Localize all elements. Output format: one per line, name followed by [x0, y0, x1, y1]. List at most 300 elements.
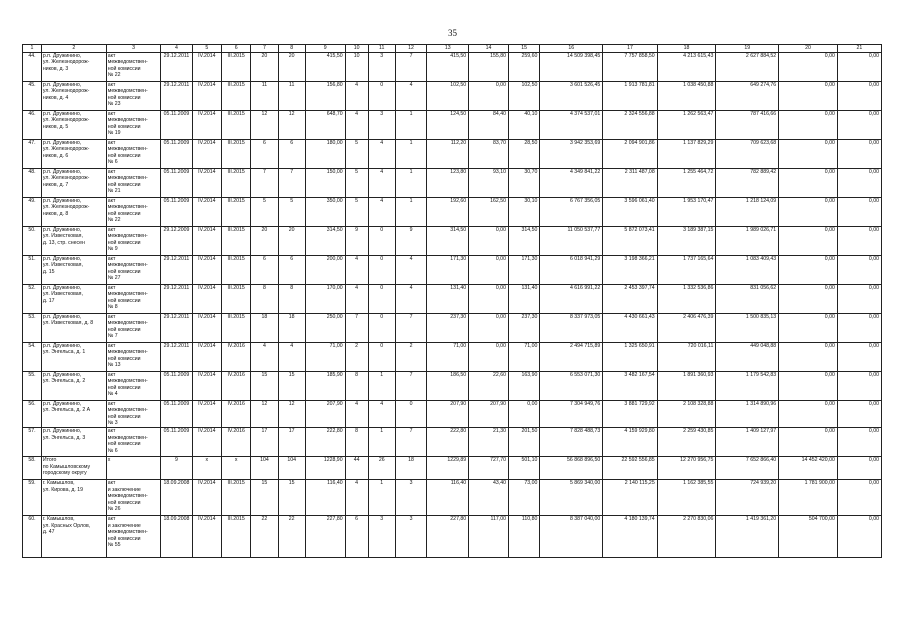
- table-cell: 709 623,68: [716, 139, 779, 168]
- header-cell: 18: [657, 45, 716, 53]
- table-cell: 9: [161, 456, 192, 479]
- table-cell: 11: [278, 81, 305, 110]
- table-cell: 0,00: [469, 81, 509, 110]
- table-cell: 0,00: [837, 168, 881, 197]
- header-cell: 2: [41, 45, 106, 53]
- header-cell: 9: [305, 45, 345, 53]
- table-cell: 2 311 487,08: [603, 168, 657, 197]
- table-cell: 58.: [23, 456, 42, 479]
- table-cell: 3: [395, 515, 426, 557]
- table-cell: 29.12.2011: [161, 255, 192, 284]
- header-cell: 19: [716, 45, 779, 53]
- table-cell: р.п. Дружинино, ул. Энгельса, д. 3: [41, 427, 106, 456]
- table-cell: 6 018 941,29: [540, 255, 603, 284]
- table-cell: 649 274,76: [716, 81, 779, 110]
- table-cell: 831 056,62: [716, 284, 779, 313]
- table-cell: х: [106, 456, 160, 479]
- table-cell: г. Камышлов, ул. Кирова, д. 19: [41, 479, 106, 515]
- table-cell: 171,30: [508, 255, 539, 284]
- table-cell: 4 374 537,01: [540, 110, 603, 139]
- table-cell: 4: [345, 479, 368, 515]
- table-cell: 0,00: [837, 400, 881, 427]
- table-cell: 1 500 835,13: [716, 313, 779, 342]
- table-cell: 1: [395, 197, 426, 226]
- table-cell: 415,50: [427, 52, 469, 81]
- table-cell: 7: [395, 371, 426, 400]
- table-cell: 0,00: [837, 52, 881, 81]
- table-cell: 314,50: [305, 226, 345, 255]
- table-cell: 237,30: [427, 313, 469, 342]
- table-cell: 1: [395, 110, 426, 139]
- table-cell: 05.11.2009: [161, 139, 192, 168]
- table-cell: 4: [368, 139, 395, 168]
- table-cell: 5: [345, 197, 368, 226]
- table-cell: 12: [278, 110, 305, 139]
- table-cell: р.п. Дружинино, ул. Энгельса, д. 1: [41, 342, 106, 371]
- table-cell: 20: [251, 52, 278, 81]
- table-row: [23, 255, 882, 284]
- table-cell: 9: [395, 226, 426, 255]
- table-cell: 1 419 361,20: [716, 515, 779, 557]
- table-cell: 55.: [23, 371, 42, 400]
- table-cell: 2 259 430,85: [657, 427, 716, 456]
- table-cell: акт и заключение межведомствен- ной комиссии № 55: [106, 515, 160, 557]
- table-row: [23, 342, 882, 371]
- table-cell: 83,70: [469, 139, 509, 168]
- table-cell: IV.2014: [192, 226, 221, 255]
- table-cell: IV.2014: [192, 81, 221, 110]
- table-cell: IV.2016: [222, 371, 251, 400]
- table-cell: 0,00: [837, 313, 881, 342]
- table-cell: р.п. Дружинино, ул. Известковая, д. 15: [41, 255, 106, 284]
- table-cell: 29.12.2011: [161, 81, 192, 110]
- table-cell: III.2015: [222, 139, 251, 168]
- table-cell: 7: [395, 52, 426, 81]
- table-cell: акт межведомствен- ной комиссии № 7: [106, 313, 160, 342]
- table-cell: 110,80: [508, 515, 539, 557]
- table-cell: IV.2016: [222, 342, 251, 371]
- table-cell: 22: [251, 515, 278, 557]
- table-cell: 3 881 729,92: [603, 400, 657, 427]
- table-cell: 117,00: [469, 515, 509, 557]
- table-cell: 7: [345, 313, 368, 342]
- table-cell: 4: [368, 168, 395, 197]
- table-cell: 504 700,00: [779, 515, 838, 557]
- table-cell: 29.12.2011: [161, 52, 192, 81]
- table-cell: 11: [251, 81, 278, 110]
- table-cell: р.п. Дружинино, ул. Железнодорож- ников, д. 8: [41, 197, 106, 226]
- table-cell: IV.2014: [192, 400, 221, 427]
- table-cell: 29.12.2011: [161, 284, 192, 313]
- table-cell: х: [222, 456, 251, 479]
- table-cell: IV.2016: [222, 427, 251, 456]
- table-cell: 4: [395, 81, 426, 110]
- table-cell: 1 953 170,47: [657, 197, 716, 226]
- table-cell: 0,00: [837, 479, 881, 515]
- table-cell: 73,00: [508, 479, 539, 515]
- table-cell: IV.2014: [192, 139, 221, 168]
- table-cell: 0,00: [469, 255, 509, 284]
- table-cell: 131,40: [427, 284, 469, 313]
- table-cell: 1 891 360,93: [657, 371, 716, 400]
- table-row: [23, 81, 882, 110]
- header-cell: 3: [106, 45, 160, 53]
- table-cell: 314,50: [508, 226, 539, 255]
- table-cell: 207,90: [427, 400, 469, 427]
- table-cell: акт межведомствен- ной комиссии № 8: [106, 284, 160, 313]
- table-cell: IV.2014: [192, 371, 221, 400]
- table-cell: 0: [368, 342, 395, 371]
- table-cell: 207,90: [469, 400, 509, 427]
- table-cell: 29.12.2011: [161, 342, 192, 371]
- table-cell: 1 409 127,97: [716, 427, 779, 456]
- table-cell: 2 627 884,52: [716, 52, 779, 81]
- table-cell: III.2015: [222, 168, 251, 197]
- table-cell: 56 868 896,50: [540, 456, 603, 479]
- table-cell: 7: [395, 427, 426, 456]
- table-cell: 1 314 890,96: [716, 400, 779, 427]
- table-cell: акт межведомствен- ной комиссии № 19: [106, 110, 160, 139]
- table-cell: 2 494 715,89: [540, 342, 603, 371]
- table-cell: 0,00: [779, 110, 838, 139]
- table-row: [23, 110, 882, 139]
- table-cell: 60.: [23, 515, 42, 557]
- table-cell: 9: [345, 226, 368, 255]
- table-cell: 1 179 542,83: [716, 371, 779, 400]
- table-cell: III.2015: [222, 515, 251, 557]
- table-cell: 102,50: [508, 81, 539, 110]
- table-row: [23, 139, 882, 168]
- table-cell: 8 387 040,00: [540, 515, 603, 557]
- table-cell: 185,90: [305, 371, 345, 400]
- table-cell: 2 453 397,74: [603, 284, 657, 313]
- table-cell: 17: [278, 427, 305, 456]
- table-cell: 50.: [23, 226, 42, 255]
- table-cell: 15: [251, 479, 278, 515]
- table-cell: 0,00: [837, 255, 881, 284]
- table-cell: 7 828 488,73: [540, 427, 603, 456]
- table-cell: 156,80: [305, 81, 345, 110]
- table-row: [23, 427, 882, 456]
- table-row: [23, 479, 882, 515]
- table-cell: 237,30: [508, 313, 539, 342]
- table-cell: 787 416,66: [716, 110, 779, 139]
- table-cell: 71,00: [305, 342, 345, 371]
- table-cell: 6: [278, 255, 305, 284]
- table-cell: 15: [278, 371, 305, 400]
- table-cell: 05.11.2009: [161, 168, 192, 197]
- table-cell: 0,00: [779, 400, 838, 427]
- table-cell: 207,90: [305, 400, 345, 427]
- table-cell: 3 189 387,15: [657, 226, 716, 255]
- table-cell: 8: [345, 371, 368, 400]
- table-cell: 1: [395, 168, 426, 197]
- table-cell: 186,50: [427, 371, 469, 400]
- table-cell: 71,00: [427, 342, 469, 371]
- table-cell: х: [192, 456, 221, 479]
- table-row: [23, 371, 882, 400]
- table-cell: 0: [368, 313, 395, 342]
- table-cell: 6: [345, 515, 368, 557]
- table-cell: III.2015: [222, 313, 251, 342]
- table-cell: III.2015: [222, 110, 251, 139]
- header-cell: 5: [192, 45, 221, 53]
- table-cell: 20: [251, 226, 278, 255]
- table-cell: 180,00: [305, 139, 345, 168]
- table-cell: 102,50: [427, 81, 469, 110]
- table-cell: IV.2014: [192, 313, 221, 342]
- table-cell: 12: [251, 400, 278, 427]
- table-cell: IV.2014: [192, 284, 221, 313]
- table-cell: 6: [278, 139, 305, 168]
- table-cell: 1: [368, 371, 395, 400]
- table-cell: 8: [278, 284, 305, 313]
- table-cell: 0,00: [779, 427, 838, 456]
- table-cell: 3 601 526,45: [540, 81, 603, 110]
- table-cell: 22 592 556,85: [603, 456, 657, 479]
- table-cell: р.п. Дружинино, ул. Известковая, д. 13, стр. снесен: [41, 226, 106, 255]
- header-cell: 1: [23, 45, 42, 53]
- table-cell: 782 889,42: [716, 168, 779, 197]
- table-cell: 59.: [23, 479, 42, 515]
- table-cell: акт и заключение межведомствен- ной комиссии № 26: [106, 479, 160, 515]
- table-cell: 2 094 901,86: [603, 139, 657, 168]
- table-cell: 7: [395, 313, 426, 342]
- table-cell: 21,30: [469, 427, 509, 456]
- table-cell: 28,50: [508, 139, 539, 168]
- table-cell: 222,80: [427, 427, 469, 456]
- table-cell: 1 137 829,29: [657, 139, 716, 168]
- table-cell: III.2015: [222, 52, 251, 81]
- table-cell: 1 989 026,71: [716, 226, 779, 255]
- table-cell: 18.09.2008: [161, 479, 192, 515]
- table-cell: 415,50: [305, 52, 345, 81]
- table-cell: III.2015: [222, 197, 251, 226]
- page-number: 35: [448, 28, 457, 38]
- table-cell: 52.: [23, 284, 42, 313]
- table-cell: 6: [251, 255, 278, 284]
- header-cell: 12: [395, 45, 426, 53]
- table-cell: 4 213 615,43: [657, 52, 716, 81]
- table-cell: 0,00: [779, 52, 838, 81]
- header-cell: 11: [368, 45, 395, 53]
- table-cell: 104: [251, 456, 278, 479]
- table-cell: 250,00: [305, 313, 345, 342]
- table-cell: 8: [251, 284, 278, 313]
- table-cell: 1 781 900,00: [779, 479, 838, 515]
- table-cell: 22,60: [469, 371, 509, 400]
- table-cell: 29.12.2009: [161, 226, 192, 255]
- table-cell: 0,00: [837, 139, 881, 168]
- table-cell: III.2015: [222, 226, 251, 255]
- table-cell: 30,70: [508, 168, 539, 197]
- table-cell: 2 140 115,25: [603, 479, 657, 515]
- table-cell: 46.: [23, 110, 42, 139]
- table-cell: 155,80: [469, 52, 509, 81]
- table-cell: 1 218 124,09: [716, 197, 779, 226]
- table-cell: IV.2014: [192, 427, 221, 456]
- table-cell: акт межведомствен- ной комиссии № 13: [106, 342, 160, 371]
- table-cell: 0,00: [837, 515, 881, 557]
- table-cell: 5 872 073,41: [603, 226, 657, 255]
- table-cell: 0,00: [837, 456, 881, 479]
- table-cell: 93,10: [469, 168, 509, 197]
- table-cell: 3 198 366,21: [603, 255, 657, 284]
- table-cell: 0,00: [779, 255, 838, 284]
- table-cell: III.2015: [222, 479, 251, 515]
- table-cell: р.п. Дружинино, ул. Железнодорож- ников, д. 5: [41, 110, 106, 139]
- table-cell: 4: [345, 255, 368, 284]
- header-cell: 17: [603, 45, 657, 53]
- table-cell: 1 737 165,64: [657, 255, 716, 284]
- register-table: [22, 44, 882, 558]
- table-cell: 1 325 650,91: [603, 342, 657, 371]
- table-cell: 12: [278, 400, 305, 427]
- table-row: [23, 197, 882, 226]
- table-cell: 6 767 356,05: [540, 197, 603, 226]
- table-cell: 4 180 139,74: [603, 515, 657, 557]
- table-cell: 1 332 536,86: [657, 284, 716, 313]
- table-cell: 18: [251, 313, 278, 342]
- table-cell: акт межведомствен- ной комиссии № 22: [106, 52, 160, 81]
- table-cell: 0,00: [837, 226, 881, 255]
- table-cell: 259,60: [508, 52, 539, 81]
- table-cell: III.2015: [222, 284, 251, 313]
- table-cell: 40,10: [508, 110, 539, 139]
- table-cell: 724 939,20: [716, 479, 779, 515]
- table-cell: IV.2014: [192, 168, 221, 197]
- table-cell: 7 757 858,50: [603, 52, 657, 81]
- table-cell: р.п. Дружинино, ул. Энгельса, д. 2 А: [41, 400, 106, 427]
- table-cell: 8: [345, 427, 368, 456]
- table-cell: 116,40: [427, 479, 469, 515]
- table-cell: 2 108 328,88: [657, 400, 716, 427]
- header-cell: 6: [222, 45, 251, 53]
- table-cell: 1229,89: [427, 456, 469, 479]
- table-cell: 57.: [23, 427, 42, 456]
- table-cell: 162,50: [469, 197, 509, 226]
- table-cell: 15: [278, 479, 305, 515]
- table-cell: 4: [345, 284, 368, 313]
- table-cell: 0,00: [469, 226, 509, 255]
- table-cell: 0,00: [469, 342, 509, 371]
- table-cell: 48.: [23, 168, 42, 197]
- table-cell: р.п. Дружинино, ул. Известковая, д. 17: [41, 284, 106, 313]
- table-cell: IV.2014: [192, 515, 221, 557]
- table-cell: 0,00: [779, 284, 838, 313]
- header-cell: 13: [427, 45, 469, 53]
- table-cell: 0,00: [779, 226, 838, 255]
- table-cell: 1 913 781,81: [603, 81, 657, 110]
- header-cell: 7: [251, 45, 278, 53]
- table-cell: 1 038 450,88: [657, 81, 716, 110]
- table-cell: 0: [368, 255, 395, 284]
- header-cell: 8: [278, 45, 305, 53]
- table-cell: 05.11.2009: [161, 427, 192, 456]
- table-cell: 1 162 385,55: [657, 479, 716, 515]
- table-cell: 727,70: [469, 456, 509, 479]
- table-cell: 4: [395, 255, 426, 284]
- table-cell: акт межведомствен- ной комиссии № 9: [106, 226, 160, 255]
- table-cell: 0,00: [469, 313, 509, 342]
- table-cell: 14 509 398,45: [540, 52, 603, 81]
- table-cell: 4 616 991,22: [540, 284, 603, 313]
- table-cell: 5: [345, 139, 368, 168]
- table-cell: 2 406 476,39: [657, 313, 716, 342]
- table-cell: 0,00: [469, 284, 509, 313]
- table-cell: акт межведомствен- ной комиссии № 21: [106, 168, 160, 197]
- table-cell: р.п. Дружинино, ул. Энгельса, д. 2: [41, 371, 106, 400]
- table-cell: 0,00: [779, 168, 838, 197]
- table-cell: 05.11.2009: [161, 400, 192, 427]
- table-cell: 20: [278, 226, 305, 255]
- header-cell: 14: [469, 45, 509, 53]
- table-cell: 54.: [23, 342, 42, 371]
- header-row: [23, 45, 882, 53]
- table-cell: 0,00: [779, 342, 838, 371]
- table-cell: акт межведомствен- ной комиссии № 22: [106, 197, 160, 226]
- table-cell: IV.2014: [192, 255, 221, 284]
- table-cell: 4 430 661,43: [603, 313, 657, 342]
- table-cell: IV.2014: [192, 479, 221, 515]
- table-cell: акт межведомствен- ной комиссии № 3: [106, 400, 160, 427]
- table-cell: 22: [278, 515, 305, 557]
- table-cell: 0,00: [837, 284, 881, 313]
- table-cell: 3: [368, 110, 395, 139]
- table-cell: 123,80: [427, 168, 469, 197]
- table-cell: 648,70: [305, 110, 345, 139]
- table-cell: 7: [278, 168, 305, 197]
- table-cell: 84,40: [469, 110, 509, 139]
- table-cell: 1: [368, 479, 395, 515]
- table-cell: р.п. Дружинино, ул. Известковая, д. 8: [41, 313, 106, 342]
- table-cell: 131,40: [508, 284, 539, 313]
- table-cell: 18: [395, 456, 426, 479]
- table-cell: 2: [395, 342, 426, 371]
- table-cell: 0,00: [837, 427, 881, 456]
- table-cell: 1 083 409,43: [716, 255, 779, 284]
- table-cell: 3 942 353,69: [540, 139, 603, 168]
- table-cell: 44: [345, 456, 368, 479]
- table-cell: 1: [368, 427, 395, 456]
- table-cell: 43,40: [469, 479, 509, 515]
- table-cell: 1228,90: [305, 456, 345, 479]
- table-cell: 0,00: [837, 342, 881, 371]
- table-cell: 44.: [23, 52, 42, 81]
- table-cell: 4: [345, 110, 368, 139]
- table-cell: 45.: [23, 81, 42, 110]
- table-cell: 227,80: [305, 515, 345, 557]
- table-row: [23, 284, 882, 313]
- table-cell: 4: [345, 81, 368, 110]
- table-cell: акт межведомствен- ной комиссии № 4: [106, 371, 160, 400]
- table-cell: 112,20: [427, 139, 469, 168]
- table-cell: IV.2014: [192, 197, 221, 226]
- table-cell: 47.: [23, 139, 42, 168]
- table-cell: 05.11.2009: [161, 197, 192, 226]
- table-cell: 05.11.2009: [161, 110, 192, 139]
- table-cell: 0,00: [779, 81, 838, 110]
- table-cell: 2 270 830,06: [657, 515, 716, 557]
- table-cell: 11 050 537,77: [540, 226, 603, 255]
- table-cell: 14 452 420,00: [779, 456, 838, 479]
- table-cell: р.п. Дружинино, ул. Железнодорож- ников, д. 3: [41, 52, 106, 81]
- table-cell: 6: [251, 139, 278, 168]
- table-cell: 1 255 464,72: [657, 168, 716, 197]
- table-cell: 3: [368, 515, 395, 557]
- table-cell: р.п. Дружинино, ул. Железнодорож- ников, д. 7: [41, 168, 106, 197]
- table-cell: 4: [395, 284, 426, 313]
